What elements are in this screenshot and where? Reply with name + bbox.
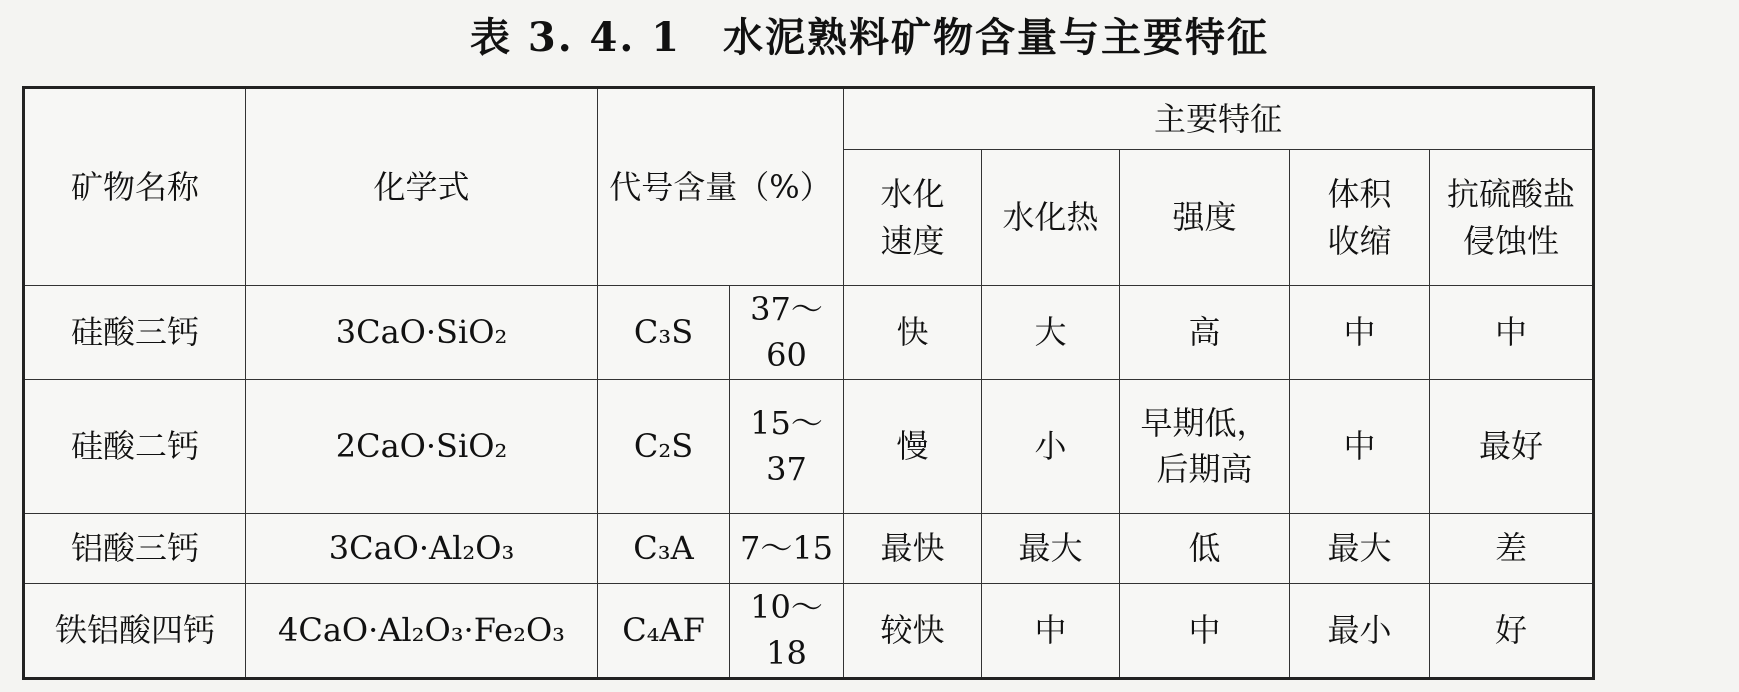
sulfate-resistance: 最好: [1430, 379, 1594, 513]
chemical-formula: 2CaO·SiO₂: [246, 379, 598, 513]
header-sulfate-resistance: 抗硫酸盐 侵蚀性: [1430, 150, 1594, 286]
hydration-speed: 慢: [844, 379, 982, 513]
hydration-speed: 较快: [844, 583, 982, 678]
hydration-heat: 中: [982, 583, 1120, 678]
mineral-name: 铁铝酸四钙: [24, 583, 246, 678]
header-code-content: 代号含量（%）: [598, 88, 844, 286]
content-percent: 37～60: [730, 286, 844, 380]
mineral-code: C₃S: [598, 286, 730, 380]
header-strength: 强度: [1120, 150, 1290, 286]
sulfate-resistance: 中: [1430, 286, 1594, 380]
header-hydration-heat: 水化热: [982, 150, 1120, 286]
mineral-code: C₂S: [598, 379, 730, 513]
content-percent: 15～37: [730, 379, 844, 513]
volume-shrinkage: 中: [1290, 379, 1430, 513]
mineral-name: 硅酸三钙: [24, 286, 246, 380]
hydration-heat: 最大: [982, 513, 1120, 583]
chemical-formula: 4CaO·Al₂O₃·Fe₂O₃: [246, 583, 598, 678]
mineral-table: [22, 86, 1595, 680]
table-row: [24, 513, 1594, 583]
strength: 早期低， 后期高: [1120, 379, 1290, 513]
table-title: 表 3. 4. 1 水泥熟料矿物含量与主要特征: [469, 14, 1270, 61]
mineral-name: 硅酸二钙: [24, 379, 246, 513]
table-row: [24, 286, 1594, 380]
strength: 低: [1120, 513, 1290, 583]
mineral-code: C₃A: [598, 513, 730, 583]
mineral-code: C₄AF: [598, 583, 730, 678]
header-main-features: 主要特征: [844, 88, 1594, 150]
strength: 中: [1120, 583, 1290, 678]
chemical-formula: 3CaO·Al₂O₃: [246, 513, 598, 583]
sulfate-resistance: 差: [1430, 513, 1594, 583]
hydration-heat: 小: [982, 379, 1120, 513]
header-mineral-name: 矿物名称: [24, 88, 246, 286]
content-percent: 10～18: [730, 583, 844, 678]
table-row: [24, 583, 1594, 678]
volume-shrinkage: 最小: [1290, 583, 1430, 678]
hydration-heat: 大: [982, 286, 1120, 380]
table-row: [24, 379, 1594, 513]
header-formula: 化学式: [246, 88, 598, 286]
volume-shrinkage: 最大: [1290, 513, 1430, 583]
volume-shrinkage: 中: [1290, 286, 1430, 380]
content-percent: 7～15: [730, 513, 844, 583]
hydration-speed: 最快: [844, 513, 982, 583]
strength: 高: [1120, 286, 1290, 380]
sulfate-resistance: 好: [1430, 583, 1594, 678]
mineral-name: 铝酸三钙: [24, 513, 246, 583]
chemical-formula: 3CaO·SiO₂: [246, 286, 598, 380]
header-row-1: [24, 88, 1594, 150]
header-hydration-speed: 水化 速度: [844, 150, 982, 286]
header-volume-shrinkage: 体积 收缩: [1290, 150, 1430, 286]
hydration-speed: 快: [844, 286, 982, 380]
